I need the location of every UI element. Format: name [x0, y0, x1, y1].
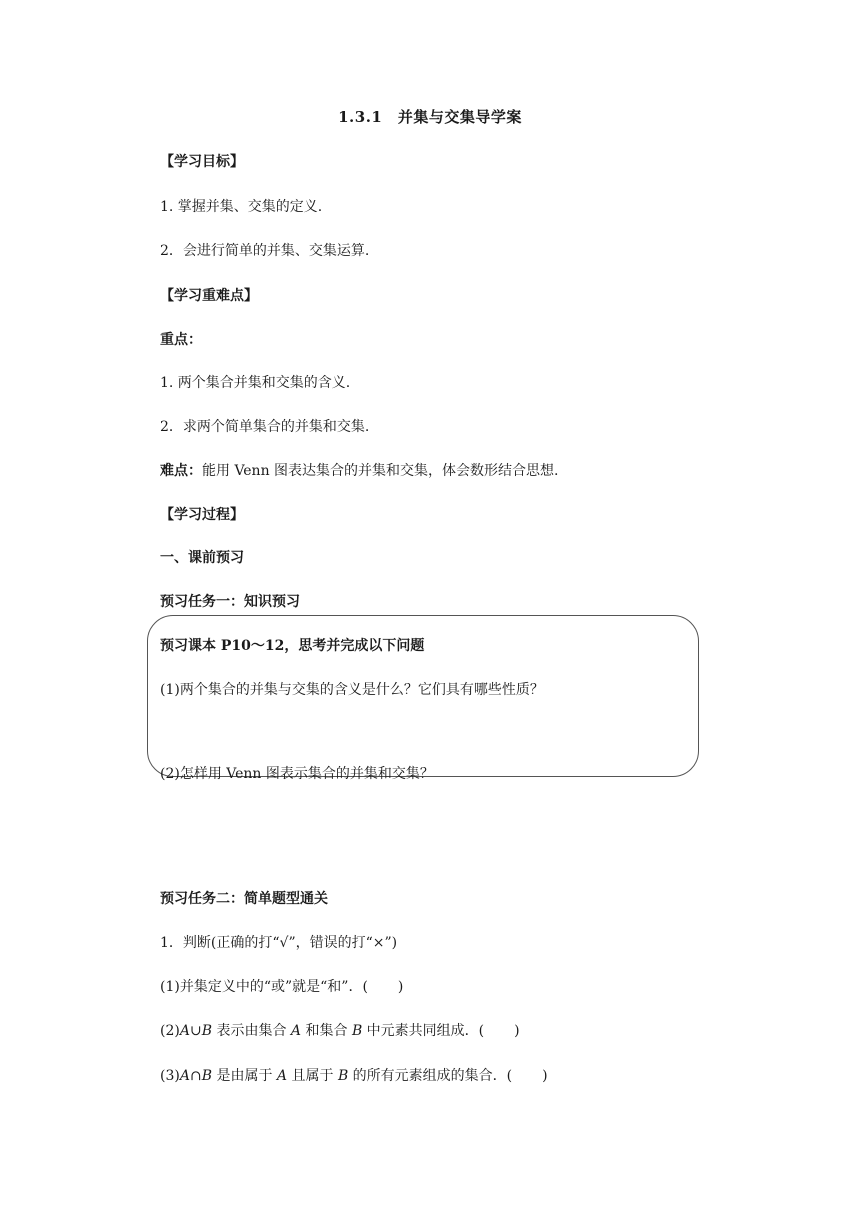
- difficult-label: 难点：: [160, 463, 202, 479]
- item-number: (2): [160, 1023, 180, 1039]
- set-a: A: [290, 1023, 302, 1039]
- task2-heading: 预习任务二：简单题型通关: [160, 891, 328, 907]
- difficult-text: 能用 Venn 图表达集合的并集和交集，体会数形结合思想.: [202, 463, 559, 479]
- judge-intro: 1．判断(正确的打“√”，错误的打“×”): [160, 935, 398, 951]
- objectives-heading: 【学习目标】: [160, 154, 244, 170]
- text-segment: 和集合: [301, 1023, 352, 1039]
- objective-item-1: 1. 掌握并集、交集的定义.: [160, 199, 323, 215]
- set-b: B: [337, 1068, 349, 1084]
- set-a: A: [179, 1023, 190, 1039]
- judge-item-1-text: (1)并集定义中的“或”就是“和”．(: [160, 979, 368, 995]
- set-b: B: [201, 1023, 212, 1039]
- text-segment: 表示由集合: [212, 1023, 291, 1039]
- box-question-1: (1)两个集合的并集与交集的含义是什么？它们具有哪些性质？: [160, 682, 544, 698]
- closing-paren: ): [514, 1023, 520, 1039]
- key-point-1: 1. 两个集合并集和交集的含义.: [160, 375, 351, 391]
- set-b: B: [201, 1068, 212, 1084]
- task1-heading: 预习任务一：知识预习: [160, 594, 300, 610]
- box-heading: 预习课本 P10～12，思考并完成以下问题: [160, 638, 425, 654]
- box-question-2: (2)怎样用 Venn 图表示集合的并集和交集？: [160, 766, 434, 782]
- text-segment: 且属于: [287, 1068, 338, 1084]
- key-points-label: 重点：: [160, 332, 202, 348]
- difficult-point: [160, 462, 559, 480]
- item-number: (3): [160, 1068, 180, 1084]
- judge-item-3: [160, 1067, 548, 1085]
- process-heading: 【学习过程】: [160, 507, 244, 523]
- set-a: A: [276, 1068, 288, 1084]
- union-symbol: ∪: [189, 1023, 202, 1039]
- set-a: A: [179, 1068, 190, 1084]
- intersection-symbol: ∩: [189, 1068, 202, 1084]
- text-segment: 的所有元素组成的集合．(: [348, 1068, 513, 1084]
- section-preview-heading: 一、课前预习: [160, 550, 244, 566]
- judge-item-1: [160, 978, 403, 996]
- closing-paren: ): [397, 979, 404, 995]
- judge-item-2: [160, 1022, 520, 1040]
- key-point-2: 2．求两个简单集合的并集和交集.: [160, 419, 370, 435]
- closing-paren: ): [542, 1068, 548, 1084]
- text-segment: 中元素共同组成．(: [362, 1023, 485, 1039]
- text-segment: 是由属于: [212, 1068, 277, 1084]
- page-title: 1.3.1 并集与交集导学案: [338, 108, 522, 126]
- set-b: B: [351, 1023, 363, 1039]
- key-difficult-heading: 【学习重难点】: [160, 288, 258, 304]
- objective-item-2: 2．会进行简单的并集、交集运算.: [160, 243, 370, 259]
